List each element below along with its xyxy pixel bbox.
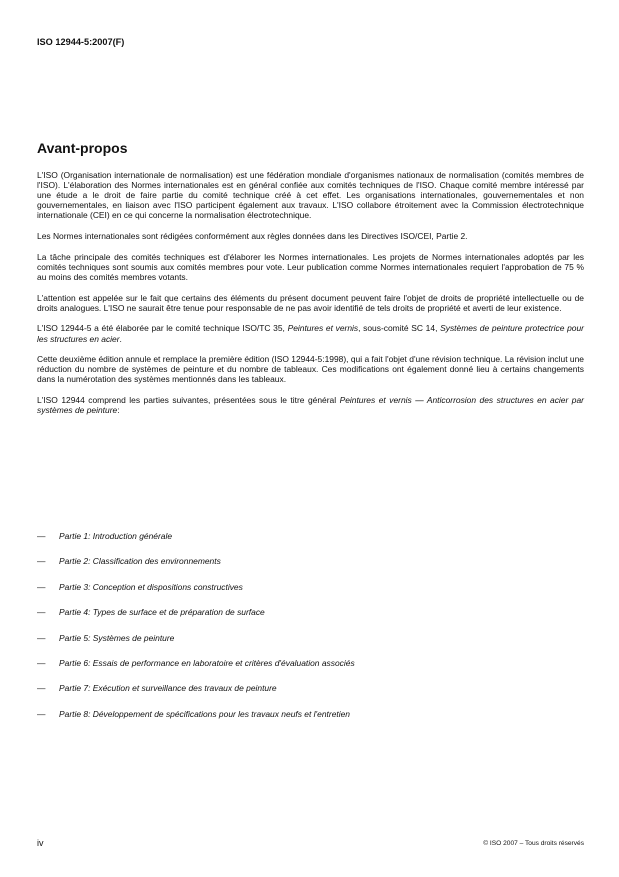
list-item-text: Partie 1: Introduction générale [59, 531, 173, 541]
copyright-notice: © ISO 2007 – Tous droits réservés [483, 840, 584, 847]
dash: — [37, 657, 46, 668]
foreword-body [37, 170, 584, 426]
list-item-text: Partie 7: Exécution et surveillance des travaux de peinture [59, 683, 277, 694]
list-item-text: Partie 2: Classification des environnements [59, 556, 221, 567]
text: , sous-comité SC 14, [358, 323, 441, 334]
list-item [37, 658, 584, 683]
dash: — [37, 683, 46, 694]
text: . [119, 333, 122, 344]
list-item-text: Partie 5: Systèmes de peinture [59, 632, 175, 643]
italic-text: Peintures et vernis — Anticorrosion des structures en acier par systèmes de peinture [37, 395, 584, 416]
paragraph: Les Normes internationales sont rédigées conformément aux règles données dans les Directives ISO/CEI, Partie 2. [37, 231, 468, 242]
dash: — [37, 581, 46, 592]
dash: — [37, 531, 46, 541]
list-item-text: Partie 6: Essais de performance en laboratoire et critères d'évaluation associés [59, 657, 355, 668]
list-item-text: Partie 4: Types de surface et de préparation de surface [59, 607, 265, 618]
paragraph: L'ISO (Organisation internationale de normalisation) est une fédération mondiale d'organismes nationaux de normalisation (comités membres de l'ISO). L'élaboration des Normes internationales est en général confiée aux comités techniques de l'ISO. Chaque comité membre intéressé par une étude a le droit de faire partie du comité technique créé à cet effet. Les organisations internationales, gouvernementales et non gouvernementales, en liaison avec l'ISO participent également aux travaux. L'ISO collabore étroitement avec la Commission électrotechnique internationale (CEI) en ce qui concerne la normalisation électrotechnique. [37, 170, 584, 221]
list-item-text: Partie 8: Développement de spécifications pour les travaux neufs et l'entretien [59, 708, 350, 719]
dash: — [37, 607, 46, 618]
document-header: ISO 12944-5:2007(F) [37, 37, 125, 47]
parts-list [37, 531, 584, 734]
list-item [37, 582, 584, 607]
dash: — [37, 708, 46, 719]
paragraph [37, 395, 584, 415]
list-item [37, 556, 584, 581]
list-item-text: Partie 3: Conception et dispositions constructives [59, 581, 243, 592]
text: L'ISO 12944 comprend les parties suivantes, présentées sous le titre général [37, 395, 340, 406]
list-item [37, 607, 584, 632]
section-title: Avant-propos [37, 140, 128, 156]
list-item [37, 709, 584, 734]
page-number: iv [37, 838, 44, 848]
paragraph [37, 323, 584, 343]
list-item [37, 683, 584, 708]
list-item [37, 531, 584, 556]
text: L'ISO 12944-5 a été élaborée par le comité technique ISO/TC 35, [37, 323, 288, 334]
text: : [117, 405, 120, 416]
dash: — [37, 632, 46, 643]
dash: — [37, 556, 46, 567]
list-item [37, 633, 584, 658]
paragraph: Cette deuxième édition annule et remplace la première édition (ISO 12944-5:1998), qui a fait l'objet d'une révision technique. La révision inclut une réduction du nombre de systèmes de peinture et du nombre de tableaux. Ces modifications ont également donné lieu à certains changements dans la numérotation des systèmes mentionnés dans les tableaux. [37, 354, 584, 385]
italic-text: Systèmes de peinture protectrice pour les structures en acier [37, 323, 584, 344]
paragraph: L'attention est appelée sur le fait que certains des éléments du présent document peuvent faire l'objet de droits de propriété intellectuelle ou de droits analogues. L'ISO ne saurait être tenue pour responsable de ne pas avoir identifié de tels droits de propriété et averti de leur existence. [37, 292, 584, 313]
paragraph: La tâche principale des comités techniques est d'élaborer les Normes internationales. Les projets de Normes internationales adoptés par les comités techniques sont soumis aux comités membres pour vote. Leur publication comme Normes internationales requiert l'approbation de 75 % au moins des comités membres votants. [37, 251, 584, 282]
italic-text: Peintures et vernis [287, 323, 359, 334]
